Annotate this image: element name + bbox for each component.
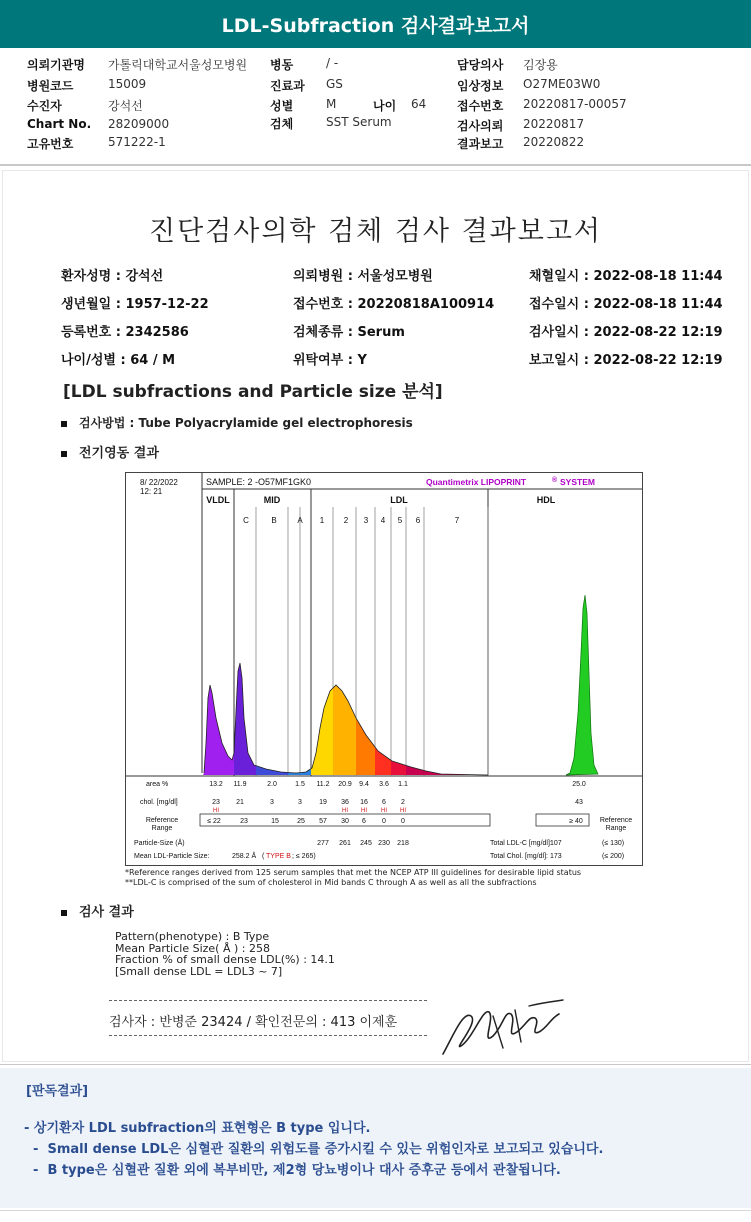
- field-label: 임상정보: [457, 79, 504, 93]
- patient-info: 등록번호 : 2342586: [61, 325, 189, 340]
- results-line: [61, 901, 134, 920]
- reading-panel: [0, 1068, 751, 1208]
- field-label: 성별: [270, 99, 294, 113]
- field-value: 김장용: [523, 58, 558, 72]
- area-value: 25.0: [572, 781, 586, 788]
- profile-segment: [333, 685, 356, 775]
- dashed-divider: [109, 1000, 427, 1001]
- ref-value: 30: [341, 818, 349, 825]
- band-label: 6: [415, 516, 421, 525]
- patient-info: 나이/성별 : 64 / M: [61, 353, 176, 368]
- total-chol-label: Total Chol. [mg/dl]:: [490, 853, 548, 860]
- signature-line: 검사자 : 반병준 23424 / 확인전문의 : 413 이제훈: [109, 1015, 398, 1030]
- note-line: *Reference ranges derived from 125 serum samples that met the NCEP ATP III guidelines for desirable lipid status: [125, 868, 582, 877]
- hdl-peak: [566, 595, 598, 775]
- total-chol-value: 173: [550, 853, 562, 860]
- particle-size-value: 218: [397, 840, 409, 847]
- area-value: 9.4: [359, 781, 369, 788]
- method-text: 검사방법 : Tube Polyacrylamide gel electrophoresis: [79, 416, 413, 430]
- chol-flag: HI: [400, 808, 406, 814]
- area-value: 1.5: [295, 781, 305, 788]
- patient-info: 채혈일시 : 2022-08-18 11:44: [529, 269, 723, 284]
- profile-segment: [391, 760, 406, 775]
- particle-size-value: 261: [339, 840, 351, 847]
- patient-info: 검체종류 : Serum: [293, 325, 405, 340]
- group-label-vldl: VLDL: [206, 495, 230, 505]
- field-value: 20220817: [523, 117, 585, 131]
- particle-size-value: 230: [378, 840, 390, 847]
- patient-info: 접수번호 : 20220818A100914: [293, 297, 495, 312]
- particle-size-value: 277: [317, 840, 329, 847]
- band-label: 3: [363, 516, 369, 525]
- chart-date: 8/ 22/2022: [140, 478, 178, 487]
- patient-info: 접수일시 : 2022-08-18 11:44: [529, 297, 723, 312]
- chart-brand-suffix: SYSTEM: [560, 477, 595, 487]
- row-label-ref: Reference: [145, 817, 179, 824]
- field-value: O27ME03W0: [523, 77, 601, 91]
- field-label: 병원코드: [27, 79, 74, 93]
- bullet-icon: [61, 451, 67, 457]
- band-label: 5: [397, 516, 403, 525]
- divider: [0, 1064, 751, 1065]
- field-label: 고유번호: [27, 137, 74, 151]
- results-label: 검사 결과: [79, 905, 134, 920]
- group-label-ldl: LDL: [390, 495, 408, 505]
- chart-svg: [126, 473, 642, 865]
- particle-size-value: 245: [360, 840, 372, 847]
- group-label-hdl: HDL: [536, 495, 556, 505]
- chart-notes: [125, 868, 581, 888]
- band-label: B: [271, 516, 277, 525]
- field-label: 검사의뢰: [457, 119, 504, 133]
- profile-segment: [288, 769, 311, 775]
- profile-segment: [356, 718, 375, 775]
- area-value: 13.2: [209, 781, 223, 788]
- ref-value: 6: [362, 818, 366, 825]
- chart-brand-mark: ®: [552, 477, 558, 484]
- report-title: 진단검사의학 검체 검사 결과보고서: [149, 216, 602, 247]
- row-label-mean: Mean LDL-Particle Size:: [134, 853, 210, 860]
- field-value: / -: [326, 56, 339, 70]
- area-value: 11.9: [233, 781, 247, 788]
- ref-value: 0: [382, 818, 386, 825]
- mean-type: TYPE B: [266, 853, 291, 860]
- field-label: 병동: [270, 58, 294, 72]
- row-label-ref-hdl: Reference: [599, 817, 633, 824]
- field-label: 접수번호: [457, 99, 504, 113]
- result-line: Mean Particle Size( Å ) : 258: [115, 941, 270, 955]
- row-label-chol: chol. [mg/dl]: [140, 799, 178, 806]
- field-label: 나이: [373, 99, 397, 113]
- area-value: 3.6: [379, 781, 389, 788]
- method-line: [61, 414, 413, 431]
- total-ldl-value: 107: [550, 840, 562, 847]
- field-label: 결과보고: [457, 137, 504, 151]
- lab-report: [2, 170, 749, 1062]
- field-label: 담당의사: [457, 58, 504, 72]
- field-value: 571222-1: [108, 135, 166, 149]
- header-info: [0, 48, 751, 163]
- band-label: 7: [454, 516, 460, 525]
- field-value: SST Serum: [326, 115, 392, 129]
- field-value: 가톨릭대학교서울성모병원: [108, 58, 248, 72]
- band-label: 1: [319, 516, 325, 525]
- mean-type-paren: (: [262, 853, 265, 860]
- reading-line: - 상기환자 LDL subfraction의 표현형은 B type 입니다.: [24, 1121, 371, 1136]
- field-value: 28209000: [108, 117, 170, 131]
- bullet-icon: [61, 421, 67, 427]
- field-label: 의뢰기관명: [27, 58, 85, 72]
- ref-value: 25: [297, 818, 305, 825]
- field-label: 검체: [270, 117, 294, 131]
- total-chol-ref: (≤ 200): [602, 853, 625, 860]
- area-value: 20.9: [338, 781, 352, 788]
- profile-segment: [375, 747, 391, 775]
- ref-value: 57: [319, 818, 327, 825]
- patient-info: 환자성명 : 강석선: [61, 269, 164, 284]
- patient-info: 위탁여부 : Y: [293, 353, 367, 368]
- signature-icon: [433, 996, 568, 1060]
- field-value: 20220817-00057: [523, 97, 627, 111]
- patient-info: 의뢰병원 : 서울성모병원: [293, 269, 433, 284]
- result-line: Fraction % of small dense LDL(%) : 14.1: [115, 953, 335, 966]
- area-value: 1.1: [398, 781, 408, 788]
- field-label: Chart No.: [27, 117, 92, 131]
- ref-value: ≤ 22: [207, 818, 221, 825]
- band-label: 2: [343, 516, 349, 525]
- patient-info: 검사일시 : 2022-08-22 12:19: [529, 325, 723, 340]
- group-label-mid: MID: [263, 495, 281, 505]
- result-line: Pattern(phenotype) : B Type: [115, 930, 270, 943]
- row-label-particle: Particle-Size (Å): [134, 840, 185, 847]
- report-title-bar: [0, 0, 751, 48]
- ref-value: 15: [271, 818, 279, 825]
- patient-info: 보고일시 : 2022-08-22 12:19: [529, 353, 723, 368]
- electro-line: [61, 442, 159, 461]
- bullet-icon: [61, 910, 67, 916]
- total-ldl-label: Total LDL-C [mg/dl]:: [490, 840, 552, 847]
- electro-label: 전기영동 결과: [79, 446, 159, 461]
- field-value: 20220822: [523, 135, 585, 149]
- reading-line: - B type은 심혈관 질환 외에 복부비만, 제2형 당뇨병이나 대사 증후군 등에서 관찰됩니다.: [24, 1163, 561, 1178]
- band-label: C: [243, 516, 249, 525]
- chol-value: 21: [236, 799, 244, 806]
- row-label-ref: Range: [151, 825, 173, 832]
- ref-value: 0: [401, 818, 405, 825]
- profile-segment: [406, 765, 488, 775]
- field-value: M: [326, 97, 337, 111]
- note-line: **LDL-C is comprised of the sum of cholesterol in Mid bands C through A as well as all the subfractions: [125, 878, 537, 887]
- patient-info: 생년월일 : 1957-12-22: [61, 297, 209, 312]
- chol-value: 6: [382, 799, 386, 806]
- mean-size-value: 258.2 Å: [232, 853, 257, 860]
- band-label: A: [297, 516, 303, 525]
- chol-flag: HI: [361, 808, 367, 814]
- field-value: 64: [411, 97, 427, 111]
- field-label: 수진자: [27, 99, 62, 113]
- electrophoresis-chart: [125, 472, 643, 866]
- chol-value: 19: [319, 799, 327, 806]
- dashed-divider: [109, 1035, 427, 1036]
- band-label: 4: [380, 516, 386, 525]
- chol-value: 3: [298, 799, 302, 806]
- chol-flag: HI: [342, 808, 348, 814]
- chol-value: 16: [360, 799, 368, 806]
- divider: [0, 1210, 751, 1211]
- area-value: 11.2: [316, 781, 330, 788]
- profile-segment: [311, 688, 333, 775]
- area-value: 2.0: [267, 781, 277, 788]
- result-line: [Small dense LDL = LDL3 ~ 7]: [115, 964, 283, 978]
- divider: [0, 164, 751, 166]
- chart-sample: SAMPLE: 2 -O57MF1GK0: [206, 477, 312, 487]
- result-block: [115, 931, 335, 977]
- reading-line: - Small dense LDL은 심혈관 질환의 위험도를 증가시킬 수 있는 위험인자로 보고되고 있습니다.: [24, 1142, 604, 1157]
- chart-brand: Quantimetrix LIPOPRINT: [426, 477, 527, 487]
- chol-flag: HI: [213, 808, 219, 814]
- chol-value: 23: [212, 799, 220, 806]
- chart-time: 12: 21: [140, 487, 163, 496]
- chol-value: 43: [575, 799, 583, 806]
- chol-value: 2: [401, 799, 405, 806]
- field-label: 진료과: [270, 79, 305, 93]
- row-label-area: area %: [146, 781, 169, 788]
- ref-value: ≥ 40: [569, 818, 583, 825]
- field-value: GS: [326, 77, 343, 91]
- chol-value: 3: [270, 799, 274, 806]
- field-value: 15009: [108, 77, 147, 91]
- section-title: [LDL subfractions and Particle size 분석]: [63, 382, 443, 402]
- ref-value: 23: [240, 818, 248, 825]
- row-label-ref-hdl: Range: [605, 825, 627, 832]
- field-value: 강석선: [108, 99, 143, 113]
- mean-type-ref: ; ≤ 265): [292, 853, 316, 860]
- reading-title: [판독결과]: [26, 1084, 89, 1099]
- header-title: LDL-Subfraction 검사결과보고서: [221, 14, 530, 37]
- chol-value: 36: [341, 799, 349, 806]
- total-ldl-ref: (≤ 130): [602, 840, 625, 847]
- chol-flag: HI: [381, 808, 387, 814]
